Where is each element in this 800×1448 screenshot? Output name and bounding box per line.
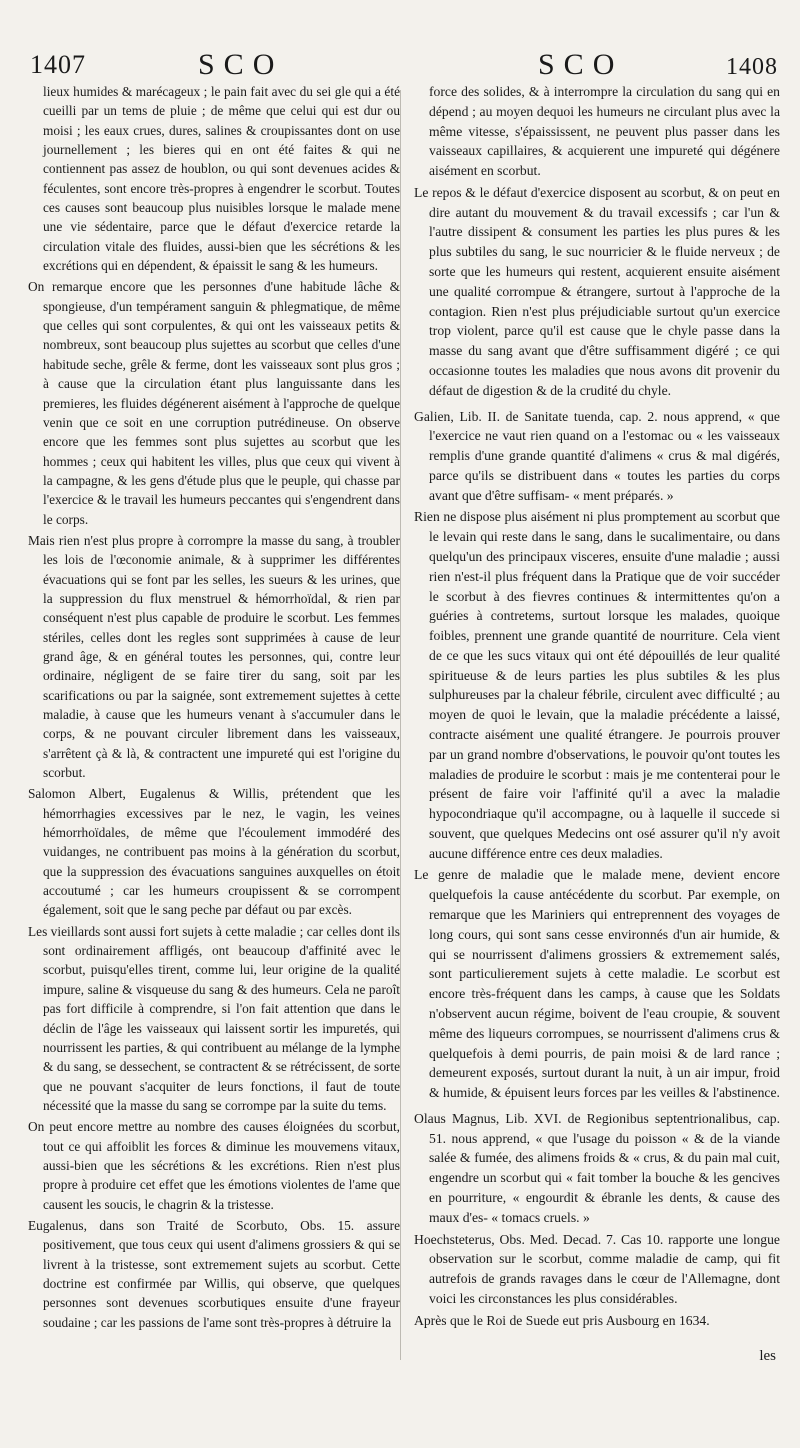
paragraph: Salomon Albert, Eugalenus & Willis, prétendent que les hémorrhagies excessives par le nez, le vagin, les veines hémorrhoïdales, de même que l'écoulement immodéré des vuidanges, ne contribuent pas moins à la génération du scorbut, que la suppression des évacuations sanguines auxquelles on étoit accoutumé ; car les humeurs croupissent & se corrompent également, soit que le sang peche par défaut ou par excès. (28, 786, 400, 918)
paragraph-quotation: Olaus Magnus, Lib. XVI. de Regionibus septentrionalibus, cap. 51. nous apprend, « que l'usage du poisson « & de la viande salée & fumée, des alimens froids & « crus, & du pain mal cuit, engendre un scorbut qui « fait tomber la bouche & les gencives en pourriture, « engourdit & ébranle les dents, & cause des maux d'es- « tomacs cruels. » (414, 1110, 780, 1225)
paragraph: Hoechsteterus, Obs. Med. Decad. 7. Cas 10. rapporte une longue observation sur le scorbut, comme maladie de camp, qui fit autrefois de grands ravages dans le cœur de l'Allemagne, dont voici les circonstances les plus considérables. (414, 1231, 780, 1306)
paragraph: Les vieillards sont aussi fort sujets à cette maladie ; car celles dont ils sont ordinairement affligés, ont beaucoup d'affinité avec le scorbut, puisqu'elles tirent, comme lui, leur origine de la qualité impure, saline & visqueuse du sang & des humeurs. Cela ne paroît pas fort difficile à comprendre, si l'on fait attention que dans le déclin de l'âge les vaisseaux qui laissent sortir les impuretés, qui nourrissent les parties, & qui contribuent au mélange de la lymphe & du sang, se dessechent, se contractent & se rétrécissent, de sorte que ne pouvant s'acquiter de leurs fonctions, il faut de toute nécessité que la masse du sang se corrompe par la suite du tems. (28, 923, 400, 1113)
paragraph: Le genre de maladie que le malade mene, devient encore quelquefois la cause antécédente du scorbut. Par exemple, on remarque que les Mariniers qui entreprennent des voyages de long cours, qui sont sans cesse environnés d'un air humide, & qui se nourrissent d'alimens grossiers & extremement salés, sont particulierement sujets à cette maladie. Le scorbut est encore très-fréquent dans les camps, à cause que les Soldats n'observent aucun régime, boivent de l'eau croupie, & souvent même des liqueurs corrompues, se nourrissent d'alimens crus & quelquefois à demi pourris, de pain moisi & de lard rance ; demeurent exposés, surtout durant la nuit, à un air impur, froid & humide, & épuisent leurs forces par les veilles & l'abstinence. (414, 867, 780, 1101)
right-column (414, 82, 780, 1332)
running-head-left: SCO (198, 48, 284, 81)
left-column (28, 82, 400, 1334)
page-number-right: 1408 (726, 54, 778, 80)
paragraph: On peut encore mettre au nombre des causes éloignées du scorbut, tout ce qui affoiblit les forces & diminue les mouvemens vitaux, aussi-bien que les sécrétions & les excrétions. Rien n'est plus propre à produire cet effet que les émotions violentes de l'ame que causent les soucis, le chagrin & la tristesse. (28, 1119, 400, 1212)
paragraph: On remarque encore que les personnes d'une habitude lâche & spongieuse, d'un tempérament sanguin & phlegmatique, de même que celles qui sont corpulentes, & qui ont les vaisseaux petits & nombreux, sont beaucoup plus sujettes au scorbut que celles d'une habitude seche, grêle & ferme, dont les vaisseaux sont plus gros ; à cause que la circulation étant plus languissante dans les premieres, les fluides dégénerent aisément à l'approche de quelque venin que ce soit en une corruption putrédineuse. On observe encore que les femmes sont plus sujettes au scorbut que les hommes ; ceux qui habitent les villes, plus que ceux qui vivent à la campagne, & les gens d'étude plus que le peuple, qui chasse par l'exercice & le travail les humeurs peccantes qui s'engendrent dans le corps. (28, 279, 400, 527)
paragraph: Mais rien n'est plus propre à corrompre la masse du sang, à troubler les lois de l'œconomie animale, & à supprimer les différentes évacuations qui se font par les selles, les sueurs & les urines, que la suppression du flux menstruel & hémorrhoïdal, & rien par conséquent n'est plus capable de produire le scorbut. Les femmes stériles, celles dont les regles sont supprimées à cause de leur grand âge, & en général toutes les personnes, qui, contre leur ordinaire, négligent de se faire tirer du sang, soit par les scarifications ou par la saignée, sont extremement sujettes à cette maladie, à cause que les humeurs venant à s'accumuler dans le corps, & ne pouvant circuler librement dans les vaisseaux, s'arrêtent çà & là, & contractent une impureté qui est l'origine du scorbut. (28, 532, 400, 781)
paragraph: Eugalenus, dans son Traité de Scorbuto, Obs. 15. assure positivement, que tous ceux qui usent d'alimens grossiers & qui se livrent à la tristesse, sont extremement sujets au scorbut. Cette doctrine est confirmée par Willis, qui observe, que quelques personnes sont devenues scorbutiques ensuite d'une frayeur soudaine ; car les passions de l'ame sont très-propres à détruire la (28, 1217, 400, 1330)
paragraph: Rien ne dispose plus aisément ni plus promptement au scorbut que le levain qui reste dans le sang, dans le sucalimentaire, ou dans quelqu'un des principaux visceres, ensuite d'une maladie ; aussi rien n'est-il plus fréquent dans la Pratique que de voir succéder le scorbut à des fievres continues & intermittentes qu'on a guéries à contretems, surtout lorsque les malades, quoique foibles, prennent une grande quantité de nourriture. Cela vient de ce que les sucs vitaux qui ont été dépouillés de leur qualité spiritueuse & de leurs parties les plus subtiles & les plus sulphureuses par la chaleur fébrile, circulent avec difficulté ; au moyen de quoi le levain, que la maladie précédente a laissé, contracte aisément une qualité étrangere. Je pourrois prouver par un grand nombre d'observations, le pouvoir qu'ont toutes les maladies de produire le scorbut : mais je me contenterai pour le présent de faire voir l'affinité qu'il a avec la maladie hypocondriaque qu'il accompagne, ou à laquelle il succede si souvent, que quelques Medecins ont osé assurer qu'il n'y avoit aucune différence entre ces deux maladies. (414, 509, 780, 861)
paragraph-quotation: Galien, Lib. II. de Sanitate tuenda, cap. 2. nous apprend, « que l'exercice ne vaut rien quand on a l'estomac ou « les vaisseaux remplis d'une grande quantité d'alimens « crus & mal digérés, parce qu'ils se distribuent dans « toutes les parties du corps avant que d'être suffisam- « ment préparés. » (414, 408, 780, 503)
paragraph: Le repos & le défaut d'exercice disposent au scorbut, & on peut en dire autant du mouvement & du travail excessifs ; car l'un & l'autre dissipent & consument les parties les plus pures & les plus subtiles du sang, le suc nourricier & le fluide nerveux ; de sorte que les humeurs qui restent, acquierent ensuite aisément une qualité corrompue & étrangere, surtout à l'approche de la contagion. Rien n'est plus préjudiciable surtout qu'un exercice trop violent, parce qu'il est cause que le chyle passe dans la masse du sang avant que d'être suffisamment digéré ; ce qui occasionne toutes les maladies que nous avons dit provenir du défaut de digestion & de la crudité du chyle. (414, 184, 780, 398)
running-head-right: SCO (538, 48, 624, 81)
paragraph: lieux humides & marécageux ; le pain fait avec du sei gle qui a été cueilli par un tems de pluie ; de même que celui qui est dur ou moisi ; les eaux crues, dures, salines & croupissantes dont on use journellement ; les bieres qui en ont été faites & qui ne contiennent pas assez de houblon, ou qui sont devenues acides & féculentes, sont encore très-propres à engendrer le scorbut. Toutes ces causes sont beaucoup plus nuisibles lorsque le malade mene une vie sédentaire, parce que le défaut d'exercice retarde la circulation vitale des fluides, aussi-bien que les sécrétions & les excrétions qui en dépendent, & épaissit le sang & les humeurs. (43, 84, 400, 274)
page-number-left: 1407 (30, 50, 86, 79)
paragraph: force des solides, & à interrompre la circulation du sang qui en dépend ; au moyen dequoi les humeurs ne circulant plus avec la même vitesse, s'épaississent, ne peuvent plus passer dans les vaisseaux capillaires, & acquierent une impureté qui dégénere aisément en scorbut. (429, 84, 780, 179)
column-divider (400, 90, 401, 1360)
paragraph: Après que le Roi de Suede eut pris Ausbourg en 1634. (414, 1312, 710, 1328)
catchword: les (759, 1348, 776, 1364)
